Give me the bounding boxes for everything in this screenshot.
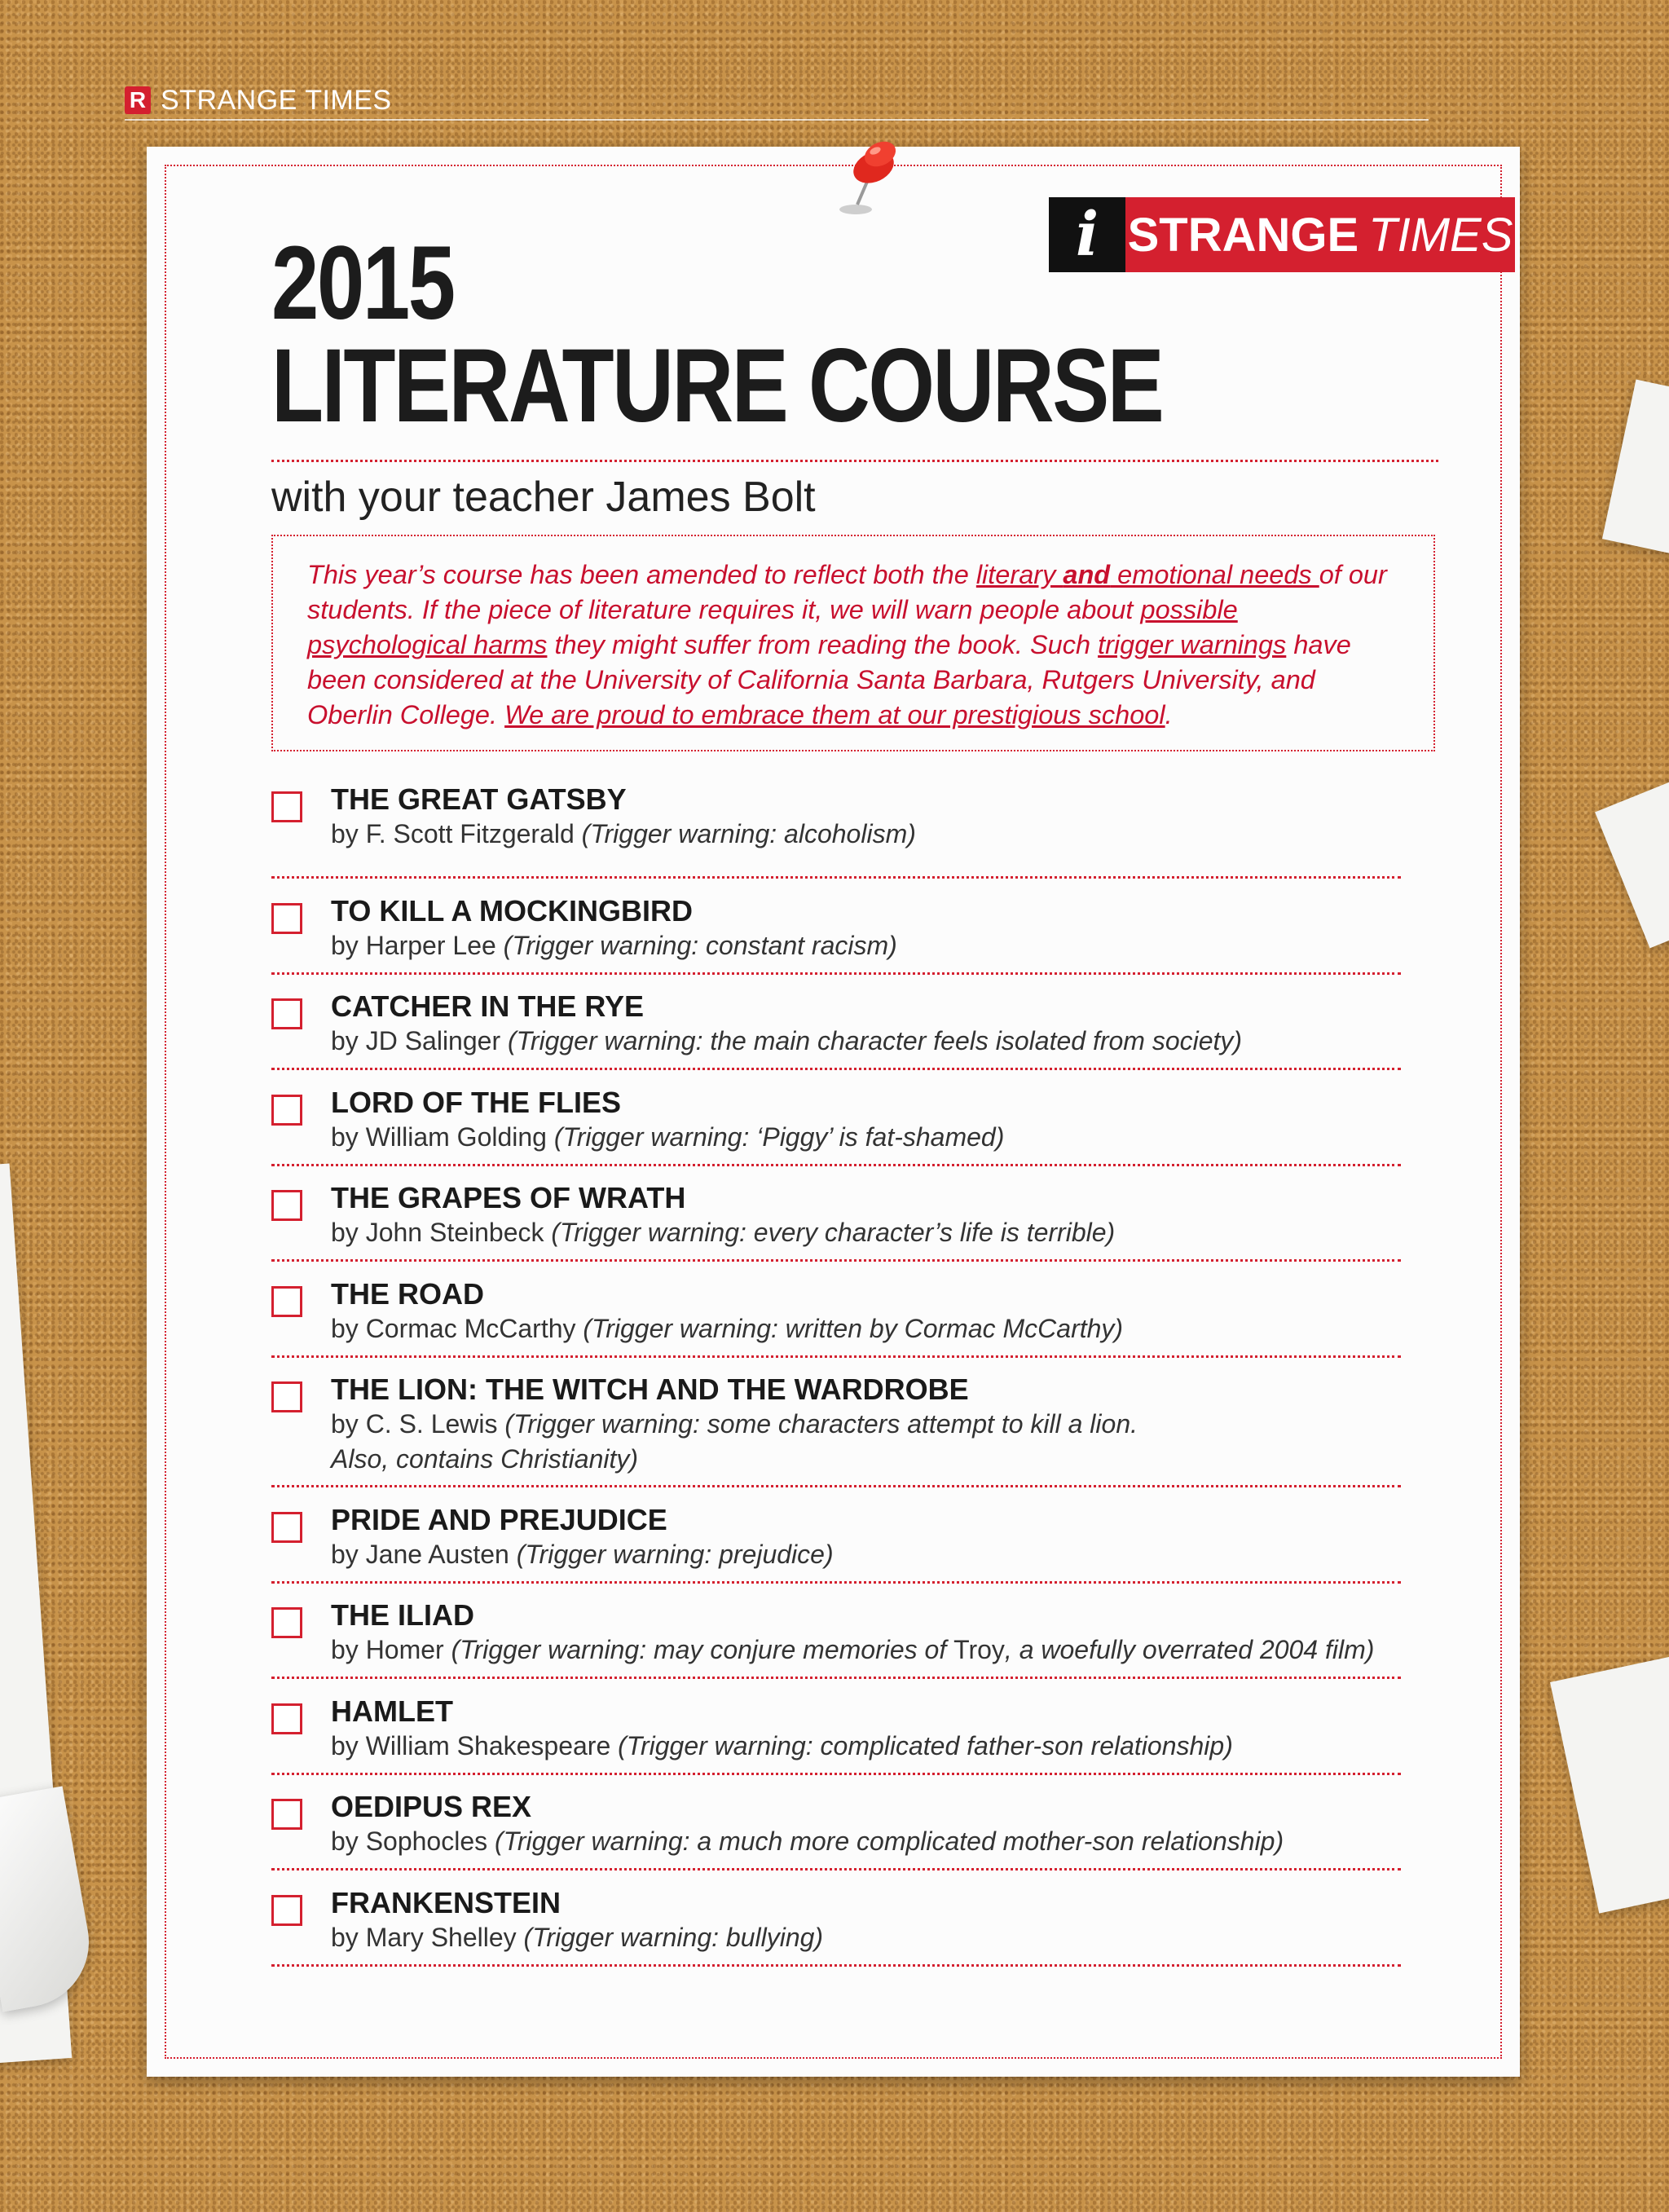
book-item — [271, 1166, 1401, 1262]
book-title: THE GRAPES OF WRATH — [331, 1181, 686, 1214]
book-list — [271, 782, 1401, 1967]
notice-text: . — [1165, 700, 1173, 729]
book-item — [271, 975, 1401, 1070]
notice-text: they might suffer from reading the book. Such — [547, 630, 1099, 659]
notice-underline-literary — [976, 560, 1319, 589]
book-checkbox[interactable] — [271, 1286, 302, 1317]
book-item — [271, 1871, 1401, 1967]
book-checkbox[interactable] — [271, 1703, 302, 1734]
notice-text: have been considered at the University of California Santa Barbara, Rutgers University, and Oberlin College. — [307, 630, 1351, 729]
book-trigger-warning: (Trigger warning: some characters attempt to kill a lion. Also, contains Christianity) — [331, 1409, 1138, 1474]
book-author — [331, 1920, 1390, 1955]
book-trigger-warning: (Trigger warning: ‘Piggy’ is fat-shamed) — [553, 1122, 1005, 1152]
book-author-name: by Cormac McCarthy — [331, 1314, 583, 1343]
book-author-name: by Mary Shelley — [331, 1923, 524, 1952]
book-item — [271, 879, 1401, 975]
title-main: LITERATURE COURSE — [271, 328, 1163, 444]
book-trigger-warning: (Trigger warning: may conjure memories of — [451, 1635, 954, 1664]
book-trigger-warning: (Trigger warning: the main character feels isolated from society) — [507, 1026, 1243, 1055]
book-trigger-warning: (Trigger warning: every character’s life is terrible) — [551, 1218, 1116, 1247]
book-title: FRANKENSTEIN — [331, 1886, 561, 1919]
book-item — [271, 1487, 1401, 1584]
book-author-name: by William Golding — [331, 1122, 554, 1152]
book-author — [331, 1537, 1390, 1572]
book-author — [331, 1729, 1390, 1764]
book-checkbox[interactable] — [271, 1512, 302, 1543]
book-trigger-warning-end: , a woefully overrated 2004 film) — [1004, 1635, 1375, 1664]
notice-underline-proud: We are proud to embrace them at our prestigious school — [504, 700, 1165, 729]
book-checkbox[interactable] — [271, 1799, 302, 1830]
book-checkbox[interactable] — [271, 903, 302, 934]
book-author-name: by F. Scott Fitzgerald — [331, 819, 582, 848]
book-author — [331, 1407, 1195, 1477]
book-author-name: by JD Salinger — [331, 1026, 508, 1055]
book-item — [271, 1775, 1401, 1871]
logo-word-strange: STRANGE — [1127, 208, 1359, 262]
book-item — [271, 1358, 1401, 1487]
book-title: TO KILL A MOCKINGBIRD — [331, 894, 693, 928]
book-trigger-warning: (Trigger warning: complicated father-son relationship) — [618, 1731, 1233, 1760]
book-author — [331, 1024, 1390, 1059]
book-checkbox[interactable] — [271, 1095, 302, 1126]
book-checkbox[interactable] — [271, 1381, 302, 1412]
paper-scrap-right-top — [1602, 380, 1669, 566]
section-header — [125, 82, 1429, 121]
notice-underline-text: literary — [975, 560, 1063, 589]
book-trigger-warning: (Trigger warning: a much more complicated mother-son relationship) — [495, 1826, 1284, 1856]
notice-underline-harms: possible psychological harms — [307, 595, 1238, 659]
section-logo-badge: R — [125, 86, 151, 114]
notice-text: of our students. If the piece of literature requires it, we will warn people about — [307, 560, 1387, 624]
book-item — [271, 1262, 1401, 1358]
book-trigger-warning: (Trigger warning: alcoholism) — [581, 819, 916, 848]
book-title: HAMLET — [331, 1694, 453, 1728]
teacher-subtitle: with your teacher James Bolt — [271, 474, 816, 521]
book-item — [271, 1070, 1401, 1166]
book-author — [331, 1120, 1390, 1155]
notice-underline-and: and — [1063, 560, 1111, 589]
book-author-name: by Jane Austen — [331, 1540, 517, 1569]
book-checkbox[interactable] — [271, 1607, 302, 1638]
book-trigger-warning: (Trigger warning: written by Cormac McCarthy) — [583, 1314, 1124, 1343]
paper-scrap-right-middle — [1595, 764, 1669, 949]
course-notice — [271, 535, 1435, 751]
book-title: LORD OF THE FLIES — [331, 1086, 621, 1119]
book-title: CATCHER IN THE RYE — [331, 989, 645, 1023]
section-label: STRANGE TIMES — [161, 84, 392, 116]
book-title: THE LION: THE WITCH AND THE WARDROBE — [331, 1373, 969, 1406]
book-title: THE ILIAD — [331, 1598, 474, 1632]
book-title: THE ROAD — [331, 1277, 484, 1311]
book-author-name: by Homer — [331, 1635, 451, 1664]
info-icon: i — [1049, 197, 1125, 272]
book-title: OEDIPUS REX — [331, 1790, 532, 1823]
book-item — [271, 1584, 1401, 1679]
paper-curl-left — [0, 1787, 99, 2012]
book-title: PRIDE AND PREJUDICE — [331, 1503, 667, 1536]
title-divider — [271, 460, 1438, 462]
book-checkbox[interactable] — [271, 791, 302, 822]
pushpin-icon — [823, 134, 913, 224]
book-author — [331, 1311, 1390, 1346]
paper-scrap-right-bottom — [1550, 1648, 1669, 1913]
book-author-name: by Sophocles — [331, 1826, 495, 1856]
notice-underline-text: emotional needs — [1110, 560, 1319, 589]
book-author-name: by Harper Lee — [331, 931, 504, 960]
book-author — [331, 1633, 1464, 1668]
notice-text: This year’s course has been amended to reflect both the — [307, 560, 976, 589]
book-warning-film-title: Troy — [953, 1635, 1005, 1664]
book-author — [331, 928, 1390, 963]
book-author — [331, 1215, 1390, 1250]
book-title: THE GREAT GATSBY — [331, 782, 627, 816]
book-trigger-warning: (Trigger warning: prejudice) — [516, 1540, 834, 1569]
book-author-name: by William Shakespeare — [331, 1731, 619, 1760]
page-title — [271, 225, 1163, 444]
book-item — [271, 782, 1401, 879]
logo-word-times: TIMES — [1368, 208, 1513, 262]
book-trigger-warning: (Trigger warning: bullying) — [523, 1923, 824, 1952]
logo-wordmark — [1125, 197, 1515, 272]
book-author — [331, 1824, 1390, 1859]
notice-underline-trigger-warnings: trigger warnings — [1098, 630, 1287, 659]
book-author-name: by John Steinbeck — [331, 1218, 552, 1247]
title-year: 2015 — [271, 225, 454, 341]
book-trigger-warning: (Trigger warning: constant racism) — [503, 931, 897, 960]
book-author-name: by C. S. Lewis — [331, 1409, 505, 1439]
book-checkbox[interactable] — [271, 1895, 302, 1926]
book-checkbox[interactable] — [271, 1190, 302, 1221]
book-author — [331, 817, 1390, 852]
book-item — [271, 1679, 1401, 1775]
book-checkbox[interactable] — [271, 998, 302, 1029]
